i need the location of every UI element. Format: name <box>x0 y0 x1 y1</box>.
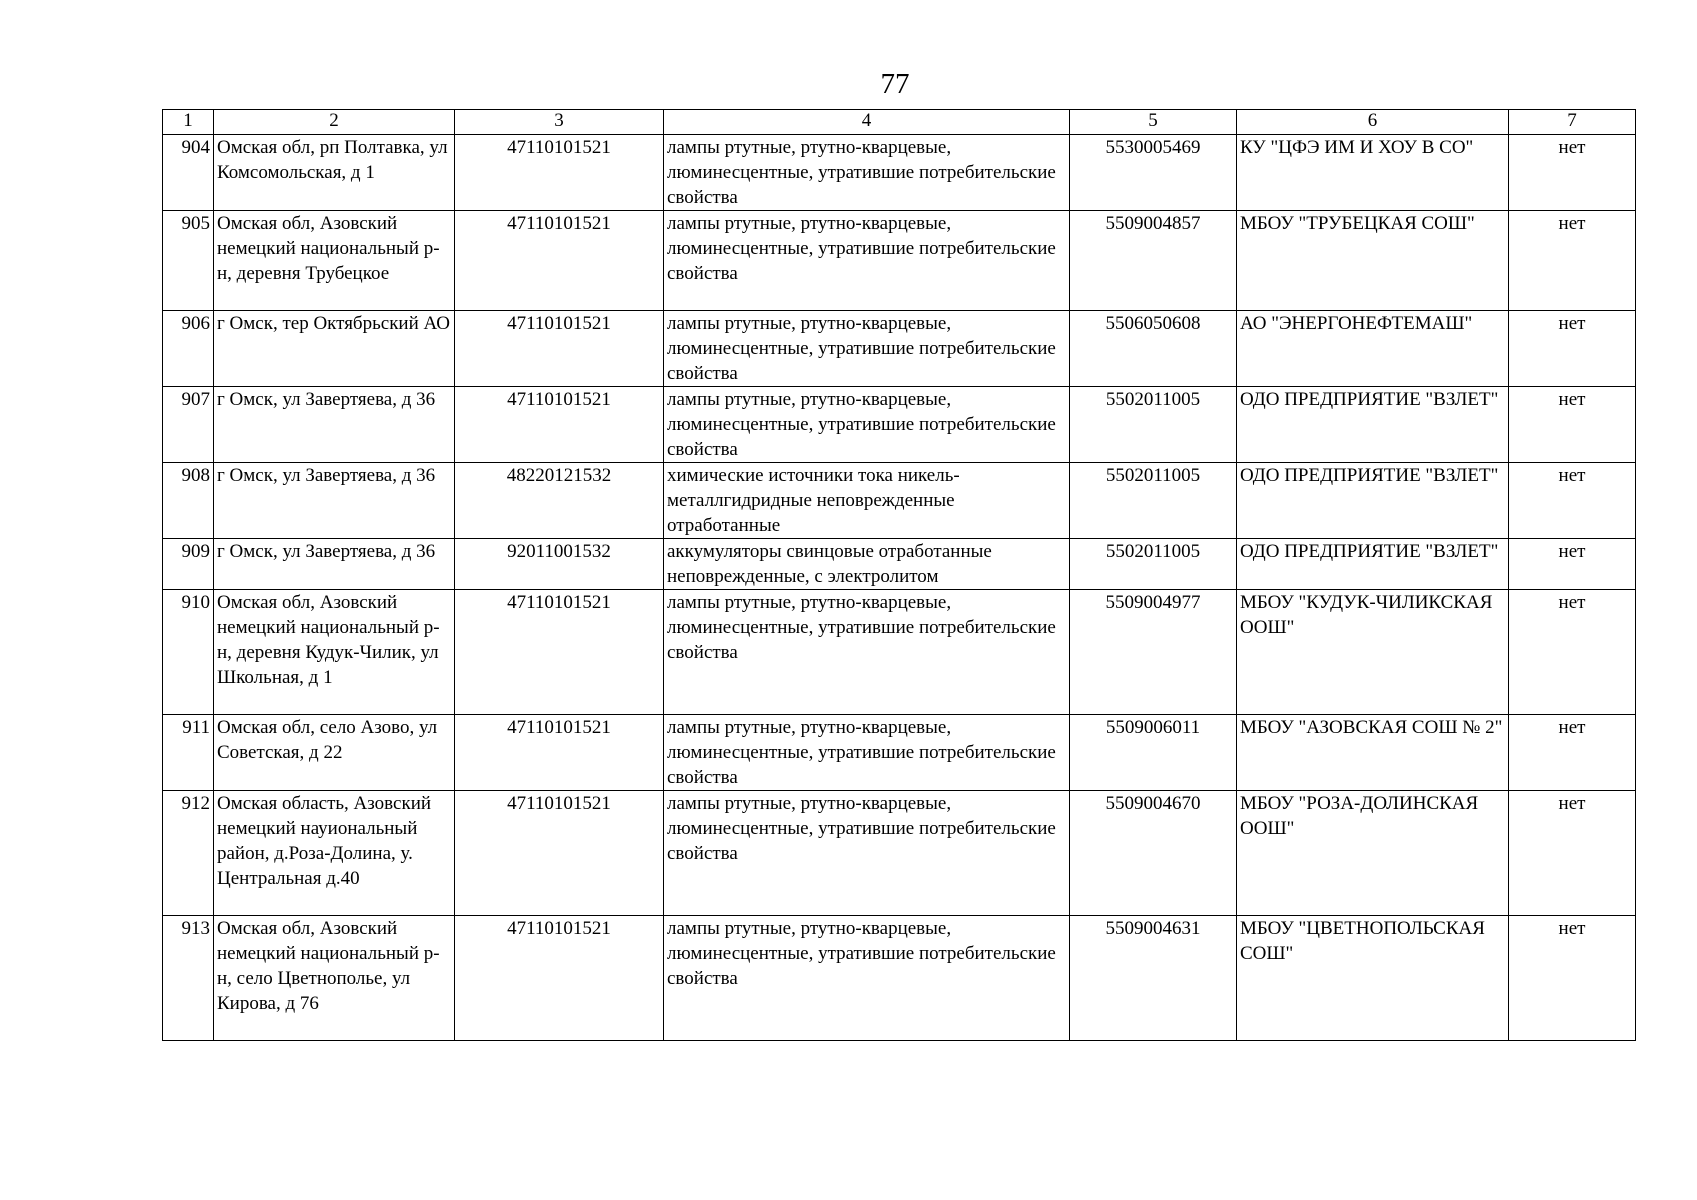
page-number: 77 <box>880 68 910 100</box>
inn-cell: 5502011005 <box>1070 539 1237 590</box>
table-row <box>163 387 1636 463</box>
row-number: 908 <box>163 463 214 539</box>
row-number: 910 <box>163 590 214 715</box>
registry-table <box>162 109 1636 1041</box>
table-header <box>163 110 1636 135</box>
address-cell: Омская обл, рп Полтавка, ул Комсомольская, д 1 <box>214 135 455 211</box>
waste-description-cell: лампы ртутные, ртутно-кварцевые, люминесцентные, утратившие потребительские свойства <box>664 211 1070 311</box>
waste-code-cell: 48220121532 <box>455 463 664 539</box>
organization-cell: МБОУ "РОЗА-ДОЛИНСКАЯ ООШ" <box>1237 791 1509 916</box>
table-row <box>163 135 1636 211</box>
waste-code-cell: 47110101521 <box>455 211 664 311</box>
address-cell: Омская обл, Азовский немецкий национальный р-н, деревня Кудук-Чилик, ул Школьная, д 1 <box>214 590 455 715</box>
column-header-3: 3 <box>455 110 664 135</box>
address-cell: г Омск, тер Октябрьский АО <box>214 311 455 387</box>
table-row <box>163 916 1636 1041</box>
column-header-7: 7 <box>1509 110 1636 135</box>
inn-cell: 5509004857 <box>1070 211 1237 311</box>
organization-cell: МБОУ "АЗОВСКАЯ СОШ № 2" <box>1237 715 1509 791</box>
flag-cell: нет <box>1509 211 1636 311</box>
address-cell: Омская обл, село Азово, ул Советская, д 22 <box>214 715 455 791</box>
column-header-4: 4 <box>664 110 1070 135</box>
flag-cell: нет <box>1509 463 1636 539</box>
waste-description-cell: аккумуляторы свинцовые отработанные неповрежденные, с электролитом <box>664 539 1070 590</box>
organization-cell: МБОУ "ЦВЕТНОПОЛЬСКАЯ СОШ" <box>1237 916 1509 1041</box>
inn-cell: 5506050608 <box>1070 311 1237 387</box>
waste-code-cell: 47110101521 <box>455 916 664 1041</box>
inn-cell: 5509004977 <box>1070 590 1237 715</box>
row-number: 907 <box>163 387 214 463</box>
inn-cell: 5509006011 <box>1070 715 1237 791</box>
flag-cell: нет <box>1509 590 1636 715</box>
waste-code-cell: 47110101521 <box>455 715 664 791</box>
row-number: 911 <box>163 715 214 791</box>
column-header-2: 2 <box>214 110 455 135</box>
table-row <box>163 715 1636 791</box>
organization-cell: МБОУ "КУДУК-ЧИЛИКСКАЯ ООШ" <box>1237 590 1509 715</box>
organization-cell: ОДО ПРЕДПРИЯТИЕ "ВЗЛЕТ" <box>1237 463 1509 539</box>
table-row <box>163 311 1636 387</box>
waste-description-cell: химические источники тока никель-металлгидридные неповрежденные отработанные <box>664 463 1070 539</box>
waste-description-cell: лампы ртутные, ртутно-кварцевые, люминесцентные, утратившие потребительские свойства <box>664 916 1070 1041</box>
inn-cell: 5530005469 <box>1070 135 1237 211</box>
address-cell: г Омск, ул Завертяева, д 36 <box>214 387 455 463</box>
inn-cell: 5502011005 <box>1070 387 1237 463</box>
flag-cell: нет <box>1509 715 1636 791</box>
table-row <box>163 590 1636 715</box>
organization-cell: ОДО ПРЕДПРИЯТИЕ "ВЗЛЕТ" <box>1237 539 1509 590</box>
waste-description-cell: лампы ртутные, ртутно-кварцевые, люминесцентные, утратившие потребительские свойства <box>664 791 1070 916</box>
organization-cell: ОДО ПРЕДПРИЯТИЕ "ВЗЛЕТ" <box>1237 387 1509 463</box>
row-number: 913 <box>163 916 214 1041</box>
row-number: 906 <box>163 311 214 387</box>
inn-cell: 5509004631 <box>1070 916 1237 1041</box>
table-row <box>163 211 1636 311</box>
waste-code-cell: 47110101521 <box>455 311 664 387</box>
waste-description-cell: лампы ртутные, ртутно-кварцевые, люминесцентные, утратившие потребительские свойства <box>664 715 1070 791</box>
address-cell: г Омск, ул Завертяева, д 36 <box>214 463 455 539</box>
waste-code-cell: 47110101521 <box>455 791 664 916</box>
table-body <box>163 135 1636 1041</box>
table-row <box>163 791 1636 916</box>
waste-code-cell: 92011001532 <box>455 539 664 590</box>
table-row <box>163 463 1636 539</box>
waste-description-cell: лампы ртутные, ртутно-кварцевые, люминесцентные, утратившие потребительские свойства <box>664 387 1070 463</box>
organization-cell: КУ "ЦФЭ ИМ И ХОУ В СО" <box>1237 135 1509 211</box>
flag-cell: нет <box>1509 916 1636 1041</box>
waste-code-cell: 47110101521 <box>455 387 664 463</box>
inn-cell: 5502011005 <box>1070 463 1237 539</box>
column-header-5: 5 <box>1070 110 1237 135</box>
column-header-6: 6 <box>1237 110 1509 135</box>
waste-description-cell: лампы ртутные, ртутно-кварцевые, люминесцентные, утратившие потребительские свойства <box>664 311 1070 387</box>
row-number: 905 <box>163 211 214 311</box>
address-cell: Омская область, Азовский немецкий науиональный район, д.Роза-Долина, у. Центральная д.40 <box>214 791 455 916</box>
flag-cell: нет <box>1509 539 1636 590</box>
flag-cell: нет <box>1509 311 1636 387</box>
table-row <box>163 539 1636 590</box>
header-row <box>163 110 1636 135</box>
column-header-1: 1 <box>163 110 214 135</box>
waste-code-cell: 47110101521 <box>455 135 664 211</box>
waste-description-cell: лампы ртутные, ртутно-кварцевые, люминесцентные, утратившие потребительские свойства <box>664 135 1070 211</box>
row-number: 909 <box>163 539 214 590</box>
row-number: 904 <box>163 135 214 211</box>
organization-cell: МБОУ "ТРУБЕЦКАЯ СОШ" <box>1237 211 1509 311</box>
address-cell: г Омск, ул Завертяева, д 36 <box>214 539 455 590</box>
organization-cell: АО "ЭНЕРГОНЕФТЕМАШ" <box>1237 311 1509 387</box>
row-number: 912 <box>163 791 214 916</box>
inn-cell: 5509004670 <box>1070 791 1237 916</box>
waste-code-cell: 47110101521 <box>455 590 664 715</box>
flag-cell: нет <box>1509 387 1636 463</box>
address-cell: Омская обл, Азовский немецкий национальный р-н, деревня Трубецкое <box>214 211 455 311</box>
waste-description-cell: лампы ртутные, ртутно-кварцевые, люминесцентные, утратившие потребительские свойства <box>664 590 1070 715</box>
flag-cell: нет <box>1509 135 1636 211</box>
flag-cell: нет <box>1509 791 1636 916</box>
address-cell: Омская обл, Азовский немецкий национальный р-н, село Цветнополье, ул Кирова, д 76 <box>214 916 455 1041</box>
